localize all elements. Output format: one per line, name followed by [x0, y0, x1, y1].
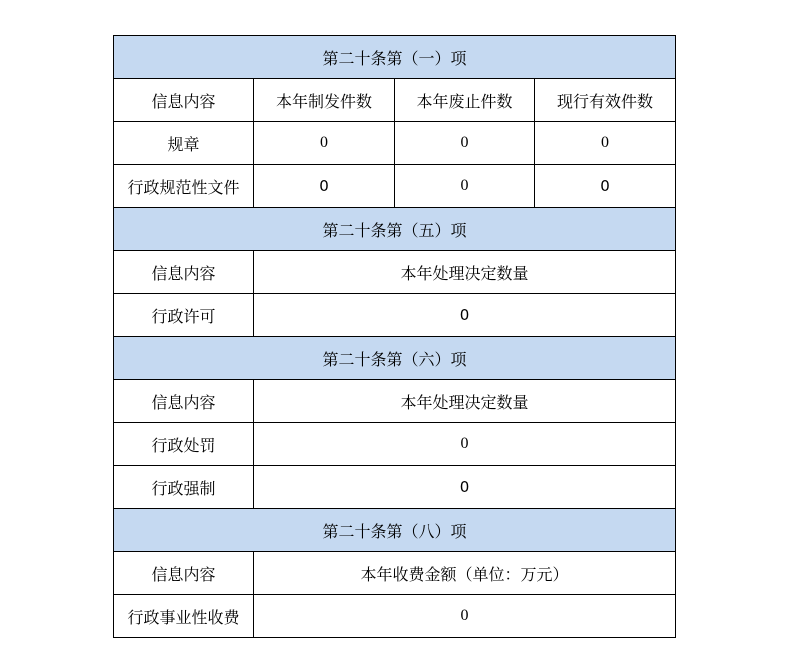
header-decision-count: 本年处理决定数量: [254, 380, 676, 423]
row-label: 规章: [114, 122, 254, 165]
section-title-6: 第二十条第（六）项: [114, 337, 676, 380]
column-header-row: [114, 251, 676, 294]
cell-value: 0: [535, 165, 676, 208]
cell-value: 0: [395, 122, 535, 165]
header-info-content: 信息内容: [114, 251, 254, 294]
section-header-row: [114, 337, 676, 380]
row-label: 行政强制: [114, 466, 254, 509]
header-decision-count: 本年处理决定数量: [254, 251, 676, 294]
table-row: [114, 423, 676, 466]
table-row: [114, 595, 676, 638]
header-valid-count: 现行有效件数: [535, 79, 676, 122]
section-title-1: 第二十条第（一）项: [114, 36, 676, 79]
row-label: 行政事业性收费: [114, 595, 254, 638]
cell-value: 0: [535, 122, 676, 165]
header-info-content: 信息内容: [114, 552, 254, 595]
disclosure-table: [113, 35, 676, 638]
table-row: [114, 122, 676, 165]
header-info-content: 信息内容: [114, 380, 254, 423]
table-row: [114, 294, 676, 337]
header-issued-count: 本年制发件数: [254, 79, 395, 122]
header-fee-amount: 本年收费金额（单位：万元）: [254, 552, 676, 595]
header-abolished-count: 本年废止件数: [395, 79, 535, 122]
section-header-row: [114, 509, 676, 552]
table-row: [114, 466, 676, 509]
cell-value: 0: [395, 165, 535, 208]
column-header-row: [114, 380, 676, 423]
section-header-row: [114, 36, 676, 79]
row-label: 行政处罚: [114, 423, 254, 466]
cell-value: 0: [254, 122, 395, 165]
cell-value: 0: [254, 165, 395, 208]
section-title-5: 第二十条第（五）项: [114, 208, 676, 251]
table-row: [114, 165, 676, 208]
column-header-row: [114, 552, 676, 595]
row-label: 行政规范性文件: [114, 165, 254, 208]
header-info-content: 信息内容: [114, 79, 254, 122]
section-title-8: 第二十条第（八）项: [114, 509, 676, 552]
cell-value: 0: [254, 423, 676, 466]
cell-value: 0: [254, 595, 676, 638]
section-header-row: [114, 208, 676, 251]
column-header-row: [114, 79, 676, 122]
row-label: 行政许可: [114, 294, 254, 337]
cell-value: 0: [254, 466, 676, 509]
cell-value: 0: [254, 294, 676, 337]
